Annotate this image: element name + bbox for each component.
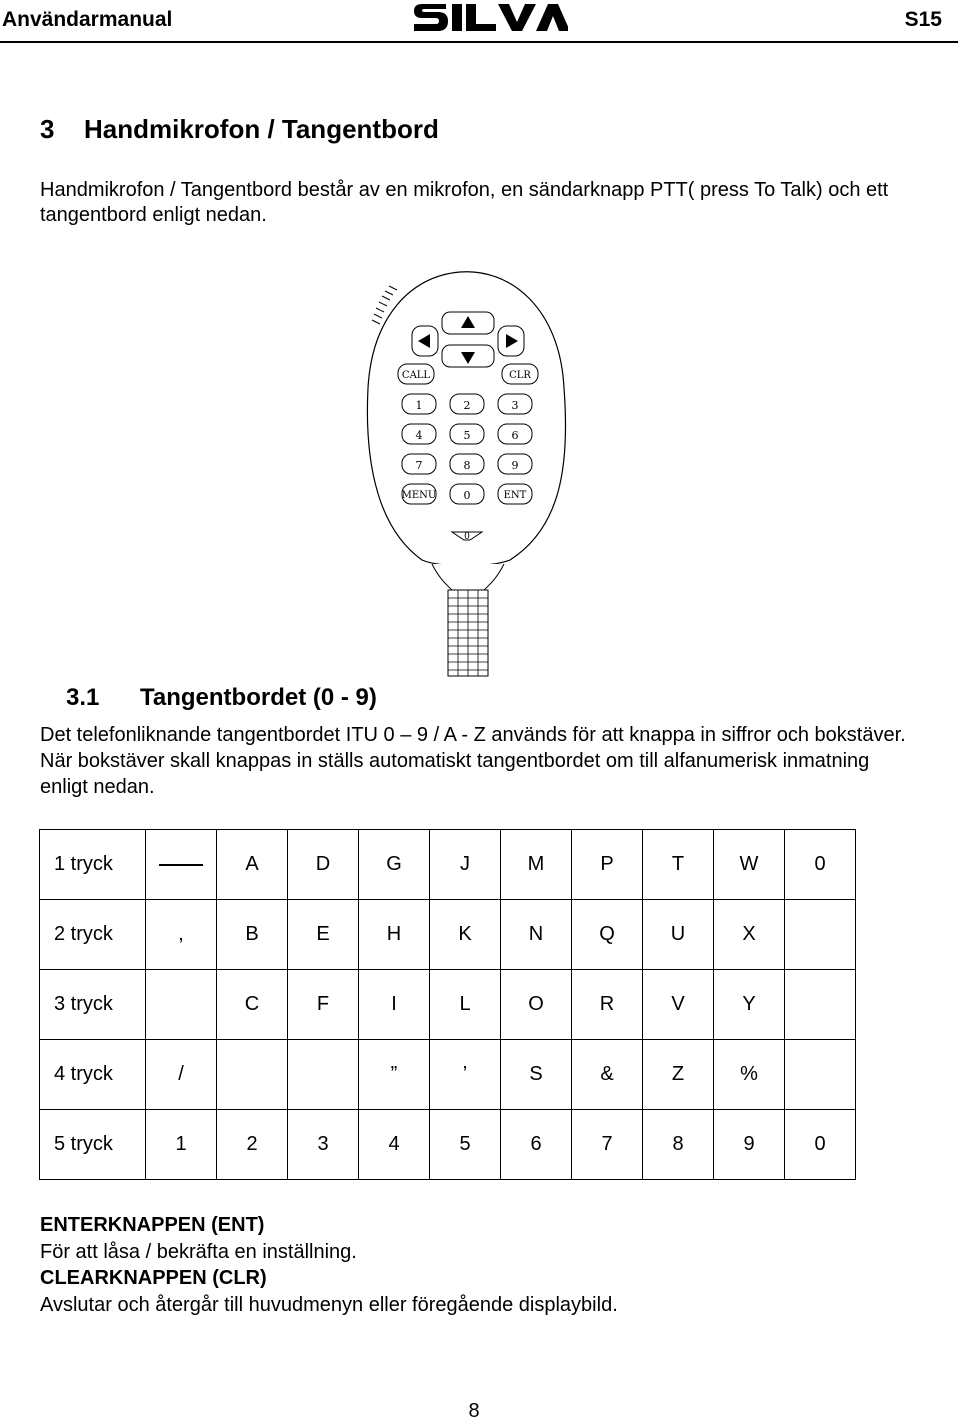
table-cell: 9 xyxy=(714,1110,785,1180)
table-cell: W xyxy=(714,830,785,900)
table-cell: A xyxy=(217,830,288,900)
table-cell xyxy=(217,1040,288,1110)
table-cell: 2 xyxy=(217,1110,288,1180)
mic-key-label: 8 xyxy=(463,459,471,472)
table-cell: / xyxy=(146,1040,217,1110)
table-cell: M xyxy=(501,830,572,900)
mic-key-label: 3 xyxy=(511,399,519,412)
page-number: 8 xyxy=(468,1400,480,1422)
table-cell: 7 xyxy=(572,1110,643,1180)
row-label: 2 tryck xyxy=(40,900,146,970)
table-cell: Q xyxy=(572,900,643,970)
clr-description: Avslutar och återgår till huvudmenyn eller föregående displaybild. xyxy=(40,1293,618,1316)
ent-key-label: ENT xyxy=(503,490,527,501)
table-row xyxy=(40,970,856,1040)
silva-logo xyxy=(412,0,568,34)
table-cell: D xyxy=(288,830,359,900)
table-cell: F xyxy=(288,970,359,1040)
table-cell: 3 xyxy=(288,1110,359,1180)
table-row xyxy=(40,1110,856,1180)
table-cell: % xyxy=(714,1040,785,1110)
clr-heading: CLEARKNAPPEN (CLR) xyxy=(40,1267,267,1289)
table-cell: 0 xyxy=(785,830,856,900)
table-cell: U xyxy=(643,900,714,970)
table-cell: S xyxy=(501,1040,572,1110)
row-label: 4 tryck xyxy=(40,1040,146,1110)
table-cell: L xyxy=(430,970,501,1040)
table-cell: & xyxy=(572,1040,643,1110)
mic-key-label: 5 xyxy=(463,429,471,442)
section-heading xyxy=(40,114,439,145)
table-cell: R xyxy=(572,970,643,1040)
table-cell: Z xyxy=(643,1040,714,1110)
row-label: 5 tryck xyxy=(40,1110,146,1180)
menu-key-label: MENU xyxy=(401,490,437,501)
table-cell: ” xyxy=(359,1040,430,1110)
table-row xyxy=(40,830,856,900)
zero-key-label: 0 xyxy=(463,489,471,502)
table-cell: 5 xyxy=(430,1110,501,1180)
table-cell: 6 xyxy=(501,1110,572,1180)
mic-key-label: 4 xyxy=(415,429,423,442)
table-cell: 0 xyxy=(785,1110,856,1180)
section-title: Handmikrofon / Tangentbord xyxy=(84,114,439,144)
clr-key-label: CLR xyxy=(509,370,531,381)
key-notes xyxy=(40,1212,920,1318)
bottom-indicator-label: 0 xyxy=(464,532,470,542)
table-cell: N xyxy=(501,900,572,970)
header-code: S15 xyxy=(904,8,942,31)
table-cell: Y xyxy=(714,970,785,1040)
table-cell: 8 xyxy=(643,1110,714,1180)
table-cell: 1 xyxy=(146,1110,217,1180)
header-title: Användarmanual xyxy=(2,8,173,31)
ent-description: För att låsa / bekräfta en inställning. xyxy=(40,1240,357,1263)
table-cell: K xyxy=(430,900,501,970)
table-cell xyxy=(146,970,217,1040)
table-cell: J xyxy=(430,830,501,900)
ent-heading: ENTERKNAPPEN (ENT) xyxy=(40,1214,265,1236)
table-cell xyxy=(785,900,856,970)
row-label: 3 tryck xyxy=(40,970,146,1040)
table-cell xyxy=(785,1040,856,1110)
mic-key-label: 9 xyxy=(511,459,519,472)
table-cell: , xyxy=(146,900,217,970)
table-cell: I xyxy=(359,970,430,1040)
mic-key-label: 6 xyxy=(511,429,519,442)
microphone-illustration xyxy=(360,268,590,680)
table-cell: B xyxy=(217,900,288,970)
table-row xyxy=(40,1040,856,1110)
table-cell: G xyxy=(359,830,430,900)
table-cell: ’ xyxy=(430,1040,501,1110)
table-cell: V xyxy=(643,970,714,1040)
table-cell: C xyxy=(217,970,288,1040)
mic-key-label: 1 xyxy=(415,399,423,412)
table-cell: O xyxy=(501,970,572,1040)
section-intro: Handmikrofon / Tangentbord består av en mikrofon, en sändarknapp PTT( press To Talk) och ett tangentbord enligt nedan. xyxy=(40,179,889,226)
table-cell xyxy=(288,1040,359,1110)
table-cell: P xyxy=(572,830,643,900)
row-label: 1 tryck xyxy=(40,830,146,900)
table-cell: 4 xyxy=(359,1110,430,1180)
mic-key-label: 2 xyxy=(463,399,471,412)
subsection-title: Tangentbordet (0 - 9) xyxy=(140,684,377,711)
key-press-table xyxy=(39,829,856,1180)
subsection-number: 3.1 xyxy=(66,684,100,711)
subsection-text: Det telefonliknande tangentbordet ITU 0 – 9 / A - Z används för att knappa in siffror och bokstäver. När bokstäver skall knappas in ställs automatiskt tangentbordet om till alfanumerisk inmatning enligt nedan. xyxy=(40,724,906,798)
table-cell xyxy=(785,970,856,1040)
table-cell xyxy=(146,830,217,900)
table-row xyxy=(40,900,856,970)
table-cell: X xyxy=(714,900,785,970)
call-key-label: CALL xyxy=(401,370,431,381)
dash-symbol xyxy=(159,864,203,866)
section-number: 3 xyxy=(40,114,55,144)
subsection-heading xyxy=(66,684,377,712)
header-divider xyxy=(0,41,958,43)
mic-key-label: 7 xyxy=(415,459,423,472)
table-cell: H xyxy=(359,900,430,970)
table-cell: T xyxy=(643,830,714,900)
table-cell: E xyxy=(288,900,359,970)
